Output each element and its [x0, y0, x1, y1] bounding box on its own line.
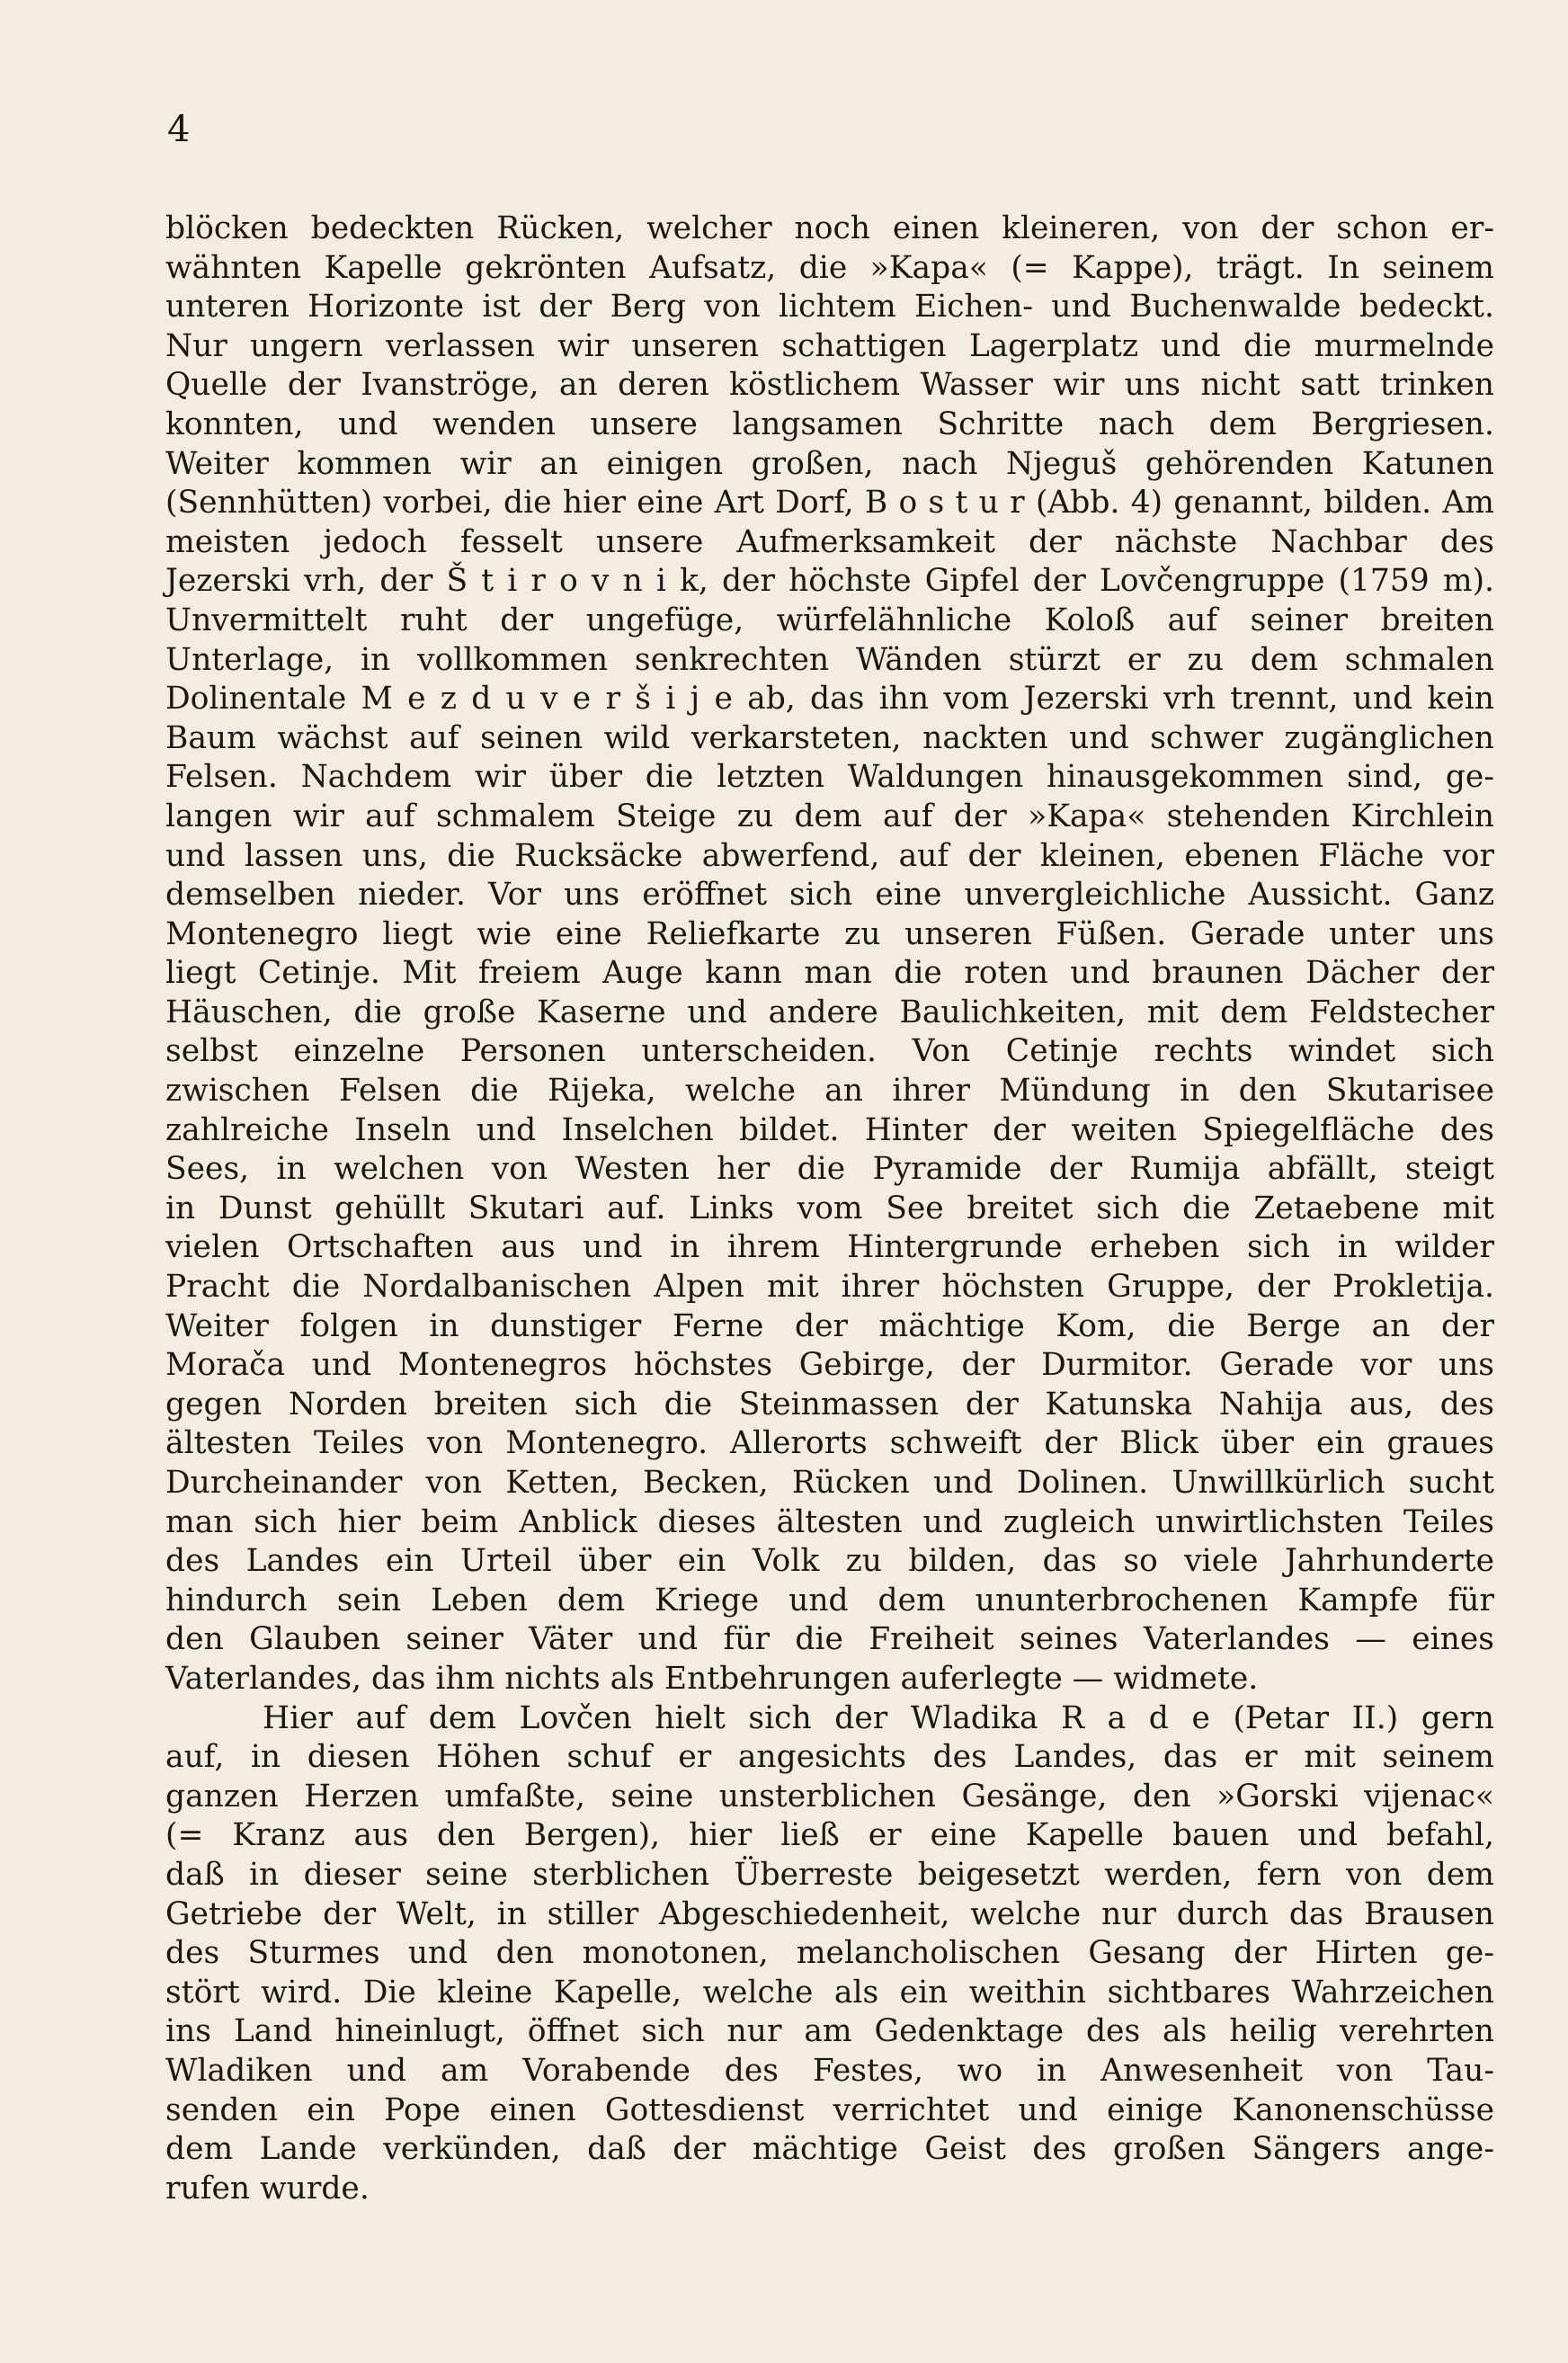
text-line: Quelle der Ivanströge, an deren köstlichem Wasser wir uns nicht satt trinken [165, 367, 1494, 404]
text-line: meisten jedoch fesselt unsere Aufmerksamkeit der nächste Nachbar des [165, 523, 1494, 560]
text-line: rufen wurde. [165, 2170, 370, 2207]
page-number: 4 [167, 109, 191, 150]
text-line: Jezerski vrh, der Š t i r o v n i k, der höchste Gipfel der Lovčengruppe (1759 m). [165, 563, 1494, 600]
text-line: ins Land hineinlugt, öffnet sich nur am Gedenktage des als heilig verehrten [165, 2013, 1494, 2050]
text-line: unteren Horizonte ist der Berg von lichtem Eichen- und Buchenwalde bedeckt. [165, 289, 1494, 325]
text-line: Unvermittelt ruht der ungefüge, würfelähnliche Koloß auf seiner breiten [165, 602, 1494, 638]
text-line: zahlreiche Inseln und Inselchen bildet. Hinter der weiten Spiegelfläche des [165, 1111, 1494, 1148]
text-line: Felsen. Nachdem wir über die letzten Waldungen hinausgekommen sind, ge- [165, 759, 1494, 796]
text-line: selbst einzelne Personen unterscheiden. Von Cetinje rechts windet sich [165, 1033, 1494, 1070]
text-line: Vaterlandes, das ihm nichts als Entbehrungen auferlegte — widmete. [165, 1660, 1259, 1697]
text-line: gegen Norden breiten sich die Steinmassen der Katunska Nahija aus, des [165, 1386, 1494, 1422]
text-line: Pracht die Nordalbanischen Alpen mit ihrer höchsten Gruppe, der Prokletija. [165, 1269, 1494, 1306]
text-line: wähnten Kapelle gekrönten Aufsatz, die »Kapa« (= Kappe), trägt. In seinem [165, 249, 1494, 286]
text-line: Dolinentale M e z d u v e r š i j e ab, das ihn vom Jezerski vrh trennt, und kein [165, 681, 1494, 718]
text-line: Weiter folgen in dunstiger Ferne der mächtige Kom, die Berge an der [165, 1307, 1494, 1344]
text-line: in Dunst gehüllt Skutari auf. Links vom See breitet sich die Zetaebene mit [165, 1190, 1494, 1226]
text-line: Wladiken und am Vorabende des Festes, wo in Anwesenheit von Tau- [165, 2052, 1494, 2089]
text-line: hindurch sein Leben dem Kriege und dem ununterbrochenen Kampfe für [165, 1582, 1494, 1618]
text-line: vielen Ortschaften aus und in ihrem Hintergrunde erheben sich in wilder [165, 1229, 1494, 1266]
text-line: Baum wächst auf seinen wild verkarsteten, nackten und schwer zugänglichen [165, 719, 1494, 756]
text-line: konnten, und wenden unsere langsamen Schritte nach dem Bergriesen. [165, 406, 1494, 442]
text-line: Hier auf dem Lovčen hielt sich der Wladika R a d e (Petar II.) gern [263, 1699, 1494, 1736]
text-line: Durcheinander von Ketten, Becken, Rücken und Dolinen. Unwillkürlich sucht [165, 1465, 1494, 1501]
text-line: und lassen uns, die Rucksäcke abwerfend, auf der kleinen, ebenen Fläche vor [165, 837, 1494, 874]
paragraph [165, 210, 1494, 1699]
text-line: ganzen Herzen umfaßte, seine unsterblichen Gesänge, den »Gorski vijenac« [165, 1778, 1494, 1815]
text-line: des Landes ein Urteil über ein Volk zu bilden, das so viele Jahrhunderte [165, 1543, 1494, 1580]
text-line: dem Lande verkünden, daß der mächtige Geist des großen Sängers ange- [165, 2131, 1494, 2168]
text-line: senden ein Pope einen Gottesdienst verrichtet und einige Kanonenschüsse [165, 2091, 1494, 2128]
text-line: Montenegro liegt wie eine Reliefkarte zu unseren Füßen. Gerade unter uns [165, 915, 1494, 952]
text-line: stört wird. Die kleine Kapelle, welche als ein weithin sichtbares Wahrzeichen [165, 1974, 1494, 2011]
text-line: ältesten Teiles von Montenegro. Allerorts schweift der Blick über ein graues [165, 1425, 1494, 1462]
text-line: des Sturmes und den monotonen, melancholischen Gesang der Hirten ge- [165, 1935, 1494, 1972]
text-line: (Sennhütten) vorbei, die hier eine Art Dorf, B o s t u r (Abb. 4) genannt, bilden. Am [165, 485, 1494, 522]
text-line: daß in dieser seine sterblichen Überreste beigesetzt werden, fern von dem [165, 1856, 1494, 1893]
text-line: den Glauben seiner Väter und für die Freiheit seines Vaterlandes — eines [165, 1621, 1494, 1658]
text-line: Weiter kommen wir an einigen großen, nach Njeguš gehörenden Katunen [165, 445, 1494, 482]
text-line: blöcken bedeckten Rücken, welcher noch einen kleineren, von der schon er- [165, 210, 1494, 246]
body-text [165, 210, 1494, 2208]
text-line: Nur ungern verlassen wir unseren schattigen Lagerplatz und die murmelnde [165, 327, 1494, 364]
text-line: Sees, in welchen von Westen her die Pyramide der Rumija abfällt, steigt [165, 1151, 1494, 1188]
text-line: Morača und Montenegros höchstes Gebirge, der Durmitor. Gerade vor uns [165, 1347, 1494, 1384]
text-line: Unterlage, in vollkommen senkrechten Wänden stürzt er zu dem schmalen [165, 641, 1494, 678]
text-line: Häuschen, die große Kaserne und andere Baulichkeiten, mit dem Feldstecher [165, 994, 1494, 1030]
text-line: demselben nieder. Vor uns eröffnet sich eine unvergleichliche Aussicht. Ganz [165, 877, 1494, 914]
text-line: (= Kranz aus den Bergen), hier ließ er eine Kapelle bauen und befahl, [165, 1817, 1494, 1854]
text-line: langen wir auf schmalem Steige zu dem auf der »Kapa« stehenden Kirchlein [165, 798, 1494, 834]
text-line: man sich hier beim Anblick dieses ältesten und zugleich unwirtlichsten Teiles [165, 1503, 1494, 1540]
paragraph [165, 1699, 1494, 2209]
text-line: zwischen Felsen die Rijeka, welche an ihrer Mündung in den Skutarisee [165, 1073, 1494, 1110]
text-line: auf, in diesen Höhen schuf er angesichts des Landes, das er mit seinem [165, 1739, 1494, 1776]
text-line: liegt Cetinje. Mit freiem Auge kann man die roten und braunen Dächer der [165, 955, 1494, 992]
text-line: Getriebe der Welt, in stiller Abgeschiedenheit, welche nur durch das Brausen [165, 1895, 1494, 1932]
